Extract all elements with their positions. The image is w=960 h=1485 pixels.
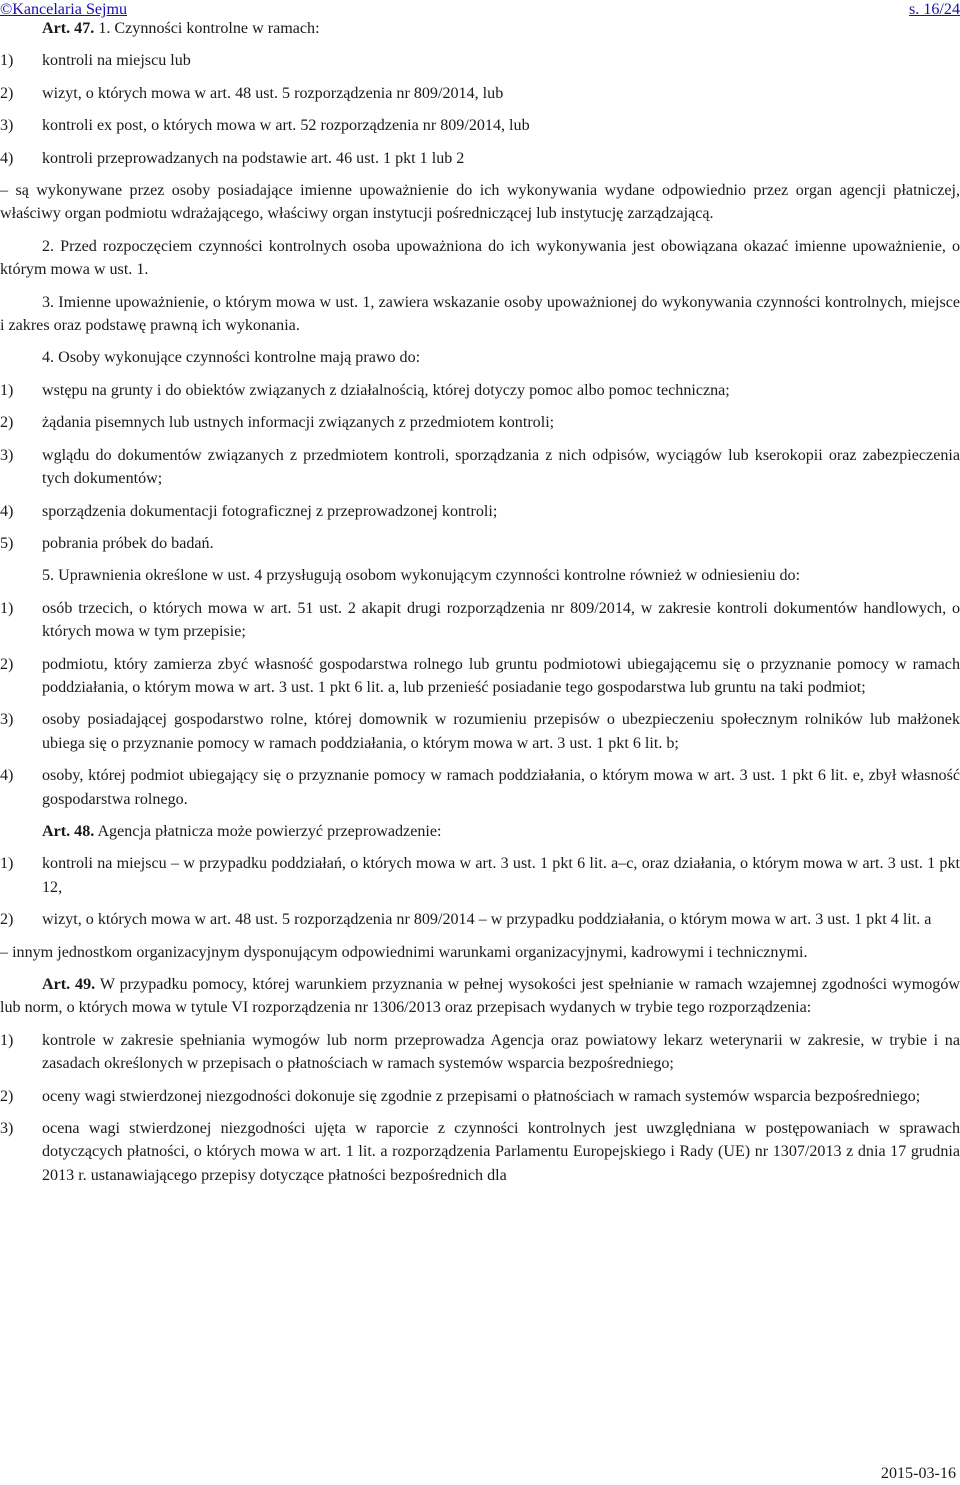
list-item: 4) kontroli przeprowadzanych na podstawie art. 46 ust. 1 pkt 1 lub 2 (0, 149, 465, 167)
article-intro-text: 1. Czynności kontrolne w ramach: (98, 20, 320, 37)
art47-ust3: 3. Imienne upoważnienie, o którym mowa w ust. 1, zawiera wskazanie osoby upoważnionej do wykonywania czynności kontrolnych, miejsce i zakres oraz podstawę prawną ich wykonania. (0, 293, 960, 335)
article-title: Art. 48. (42, 822, 95, 840)
article-intro-text: W przypadku pomocy, której warunkiem przyznania w pełnej wysokości jest spełnianie w ramach wzajemnej zgodności wymogów lub norm, o których mowa w tytule VI rozporządzenia nr 1306/2013 oraz przepisach wydanych w trybie tego rozporządzenia: (0, 976, 960, 1017)
art47-intro (0, 17, 960, 40)
list-item: 5) pobrania próbek do badań. (0, 534, 214, 552)
list-item: 3) osoby posiadającej gospodarstwo rolne, której domownik w rozumieniu przepisów o ubezpieczeniu społecznym rolników lub małżonek ubiega się o przyznanie pomocy w ramach poddziałania, o którym mowa w art. 3 ust. 1 pkt 6 lit. b; (0, 711, 960, 752)
list-item: 1) wstępu na grunty i do obiektów związanych z działalnością, której dotyczy pomoc albo pomoc techniczna; (0, 381, 730, 399)
list-item: 3) wglądu do dokumentów związanych z przedmiotem kontroli, sporządzania z nich odpisów, wyciągów lub kserokopii oraz zabezpieczenia tych dokumentów; (0, 446, 960, 488)
list-item: 2) wizyt, o których mowa w art. 48 ust. 5 rozporządzenia nr 809/2014 – w przypadku poddziałania, o którym mowa w art. 3 ust. 1 pkt 4 lit. a (0, 911, 932, 929)
art48-continuation: – innym jednostkom organizacyjnym dysponującym odpowiednimi warunkami organizacyjnymi, kadrowymi i technicznymi. (0, 943, 808, 961)
list-item: 2) podmiotu, który zamierza zbyć własność gospodarstwa rolnego lub gruntu podmiotowi ubiegającemu się o przyznanie pomocy w ramach poddziałania, o którym mowa w art. 3 ust. 1 pkt 6 lit. a, lub przenieść posiadanie tego gospodarstwa lub gruntu na taki podmiot; (0, 655, 960, 696)
list-item: 1) kontroli na miejscu lub (0, 52, 191, 70)
page-number[interactable]: s. 16/24 (909, 1, 960, 18)
list-item: 1) osób trzecich, o których mowa w art. 51 ust. 2 akapit drugi rozporządzenia nr 809/2014, w zakresie kontroli dokumentów handlowych, o których mowa w tym przepisie; (0, 599, 960, 641)
article-intro-text: Agencja płatnicza może powierzyć przeprowadzenie: (97, 822, 442, 840)
list-item: 2) oceny wagi stwierdzonej niezgodności dokonuje się zgodnie z przepisami o płatnościach w ramach systemów wsparcia bezpośredniego; (0, 1087, 921, 1105)
list-item: 3) ocena wagi stwierdzonej niezgodności ujęta w raporcie z czynności kontrolnych jest uwzględniana w postępowaniach w sprawach dotyczących płatności, o których mowa w art. 1 lit. a rozporządzenia Parlamentu Europejskiego i Rady (UE) nr 1307/2013 z dnia 17 grudnia 2013 r. ustanawiającego przepisy dotyczące płatności bezpośrednich dla (0, 1120, 960, 1184)
source-link[interactable]: ©Kancelaria Sejmu (0, 1, 128, 18)
document-body (0, 17, 960, 1196)
art47-ust2: 2. Przed rozpoczęciem czynności kontrolnych osoba upoważniona do ich wykonywania jest obowiązana okazać imienne upoważnienie, o którym mowa w ust. 1. (0, 237, 960, 279)
art47-ust4: 4. Osoby wykonujące czynności kontrolne mają prawo do: (42, 349, 421, 367)
article-title: Art. 49. (42, 976, 96, 993)
list-item: 1) kontroli na miejscu – w przypadku poddziałań, o których mowa w art. 3 ust. 1 pkt 6 lit. a–c, oraz działania, o którym mowa w art. 3 ust. 1 pkt 12, (0, 855, 960, 896)
list-item: 2) żądania pisemnych lub ustnych informacji związanych z przedmiotem kontroli; (0, 414, 555, 432)
article-title: Art. 47. (42, 20, 95, 37)
footer-date: 2015-03-16 (880, 1465, 956, 1482)
list-item: 3) kontroli ex post, o których mowa w art. 52 rozporządzenia nr 809/2014, lub (0, 117, 530, 135)
list-item: 2) wizyt, o których mowa w art. 48 ust. 5 rozporządzenia nr 809/2014, lub (0, 84, 504, 102)
list-item: 4) sporządzenia dokumentacji fotograficznej z przeprowadzonej kontroli; (0, 502, 498, 520)
list-item: 1) kontrole w zakresie spełniania wymogów lub norm przeprowadza Agencja oraz powiatowy lekarz weterynarii w zakresie, w trybie i na zasadach określonych w przepisach o płatnościach w ramach systemów wsparcia bezpośredniego; (0, 1031, 960, 1073)
art47-continuation: – są wykonywane przez osoby posiadające imienne upoważnienie do ich wykonywania wydane odpowiednio przez organ agencji płatniczej, właściwy organ podmiotu wdrażającego, właściwy organ instytucji pośredniczącej lub instytucję zarządzającą. (0, 182, 960, 223)
art47-ust5: 5. Uprawnienia określone w ust. 4 przysługują osobom wykonującym czynności kontrolne również w odniesieniu do: (42, 567, 801, 585)
art49-intro (0, 973, 960, 1020)
list-item: 4) osoby, której podmiot ubiegający się o przyznanie pomocy w ramach poddziałania, o którym mowa w art. 3 ust. 1 pkt 6 lit. e, zbył własność gospodarstwa rolnego. (0, 767, 960, 808)
art48-intro (0, 820, 960, 843)
